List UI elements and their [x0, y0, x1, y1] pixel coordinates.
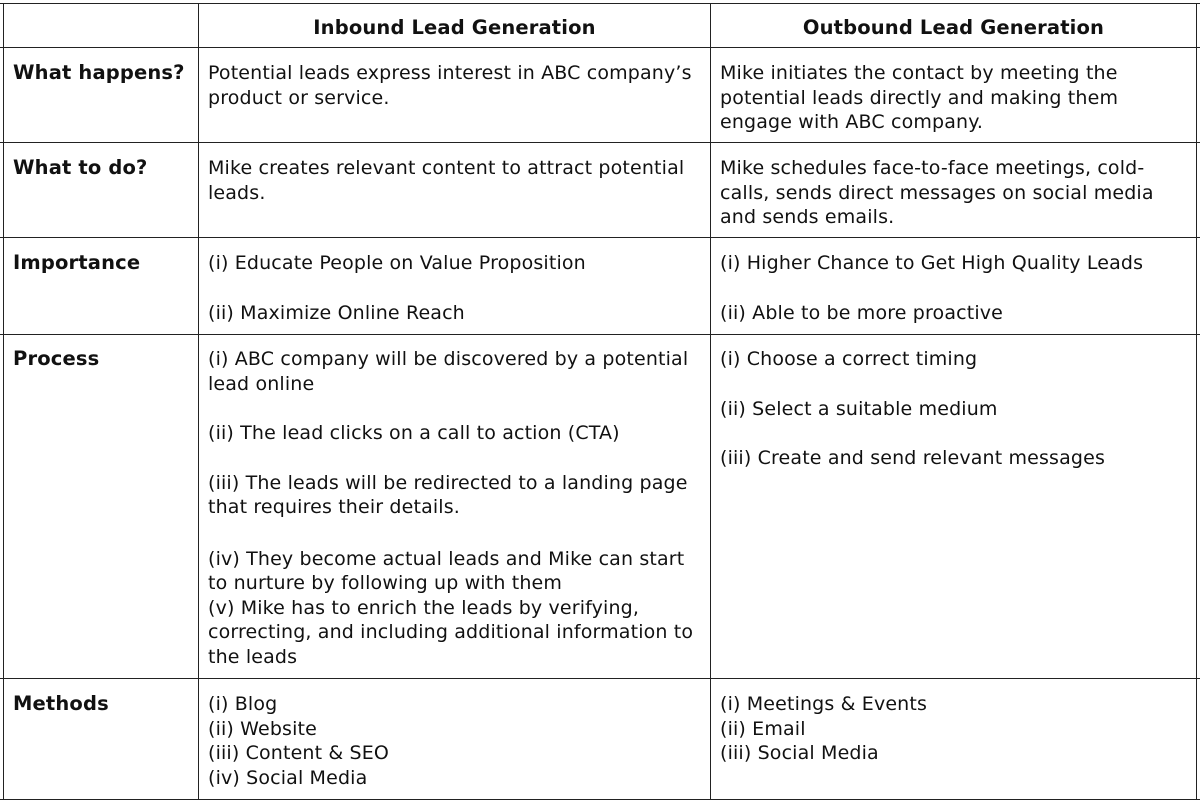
list-item: (iii) Content & SEO [208, 742, 390, 764]
table-border-right [1196, 3, 1197, 800]
list-item: (i) Higher Chance to Get High Quality Leads [720, 252, 1144, 274]
row-label-what-to-do: What to do? [13, 156, 148, 179]
row-label-importance: Importance [13, 251, 141, 274]
list-item: (iv) Social Media [208, 766, 368, 789]
table-row-divider [0, 678, 1200, 679]
table-border-left [3, 3, 4, 800]
cell-inbound-what-to-do [208, 156, 706, 205]
cell-text: Potential leads express interest in ABC company’s product or service. [208, 62, 692, 109]
header-inbound: Inbound Lead Generation [313, 16, 596, 39]
list-item: (i) ABC company will be discovered by a potential lead online [208, 348, 689, 395]
list-item: (v) Mike has to enrich the leads by verifying, correcting, and including additional information to the leads [208, 596, 694, 668]
cell-text: Mike schedules face-to-face meetings, cold-calls, sends direct messages on social media and sends emails. [720, 157, 1154, 228]
cell-outbound-importance [720, 251, 1190, 325]
row-label-process: Process [13, 347, 100, 370]
list-item: (iv) They become actual leads and Mike can start to nurture by following up with them [208, 547, 685, 594]
cell-inbound-what-happens [208, 61, 704, 110]
cell-outbound-methods [720, 692, 1190, 766]
table-row-divider [0, 334, 1200, 335]
list-item: (ii) Website [208, 717, 317, 740]
list-item: (ii) Email [720, 717, 806, 740]
list-item: (i) Meetings & Events [720, 693, 928, 715]
list-item: (i) Choose a correct timing [720, 348, 978, 370]
list-item: (i) Educate People on Value Proposition [208, 252, 586, 274]
table-row-divider [0, 237, 1200, 238]
table-border-bottom [0, 799, 1200, 800]
cell-outbound-what-to-do [720, 156, 1180, 230]
table-row-divider [0, 47, 1200, 48]
table-column-divider [710, 3, 711, 800]
list-item: (ii) Select a suitable medium [720, 397, 998, 420]
row-label-methods: Methods [13, 692, 109, 715]
list-item: (iii) Create and send relevant messages [720, 447, 1105, 469]
cell-inbound-methods [208, 692, 704, 790]
cell-outbound-what-happens [720, 61, 1190, 135]
list-item: (iii) The leads will be redirected to a landing page that requires their details. [208, 471, 688, 518]
table-row-divider [0, 142, 1200, 143]
header-outbound: Outbound Lead Generation [802, 16, 1105, 39]
list-item: (ii) Maximize Online Reach [208, 301, 465, 324]
list-item: (ii) The lead clicks on a call to action (CTA) [208, 422, 620, 444]
cell-inbound-process [208, 347, 704, 669]
list-item: (iii) Social Media [720, 742, 879, 764]
row-label-what-happens: What happens? [13, 61, 185, 84]
list-item: (ii) Able to be more proactive [720, 301, 1003, 324]
cell-inbound-importance [208, 251, 704, 325]
cell-text: Mike creates relevant content to attract potential leads. [208, 157, 685, 204]
table-border-top [0, 3, 1200, 4]
list-item: (i) Blog [208, 693, 278, 715]
cell-outbound-process [720, 347, 1190, 471]
cell-text: Mike initiates the contact by meeting the potential leads directly and making them engage with ABC company. [720, 62, 1119, 133]
table-column-divider [198, 3, 199, 800]
